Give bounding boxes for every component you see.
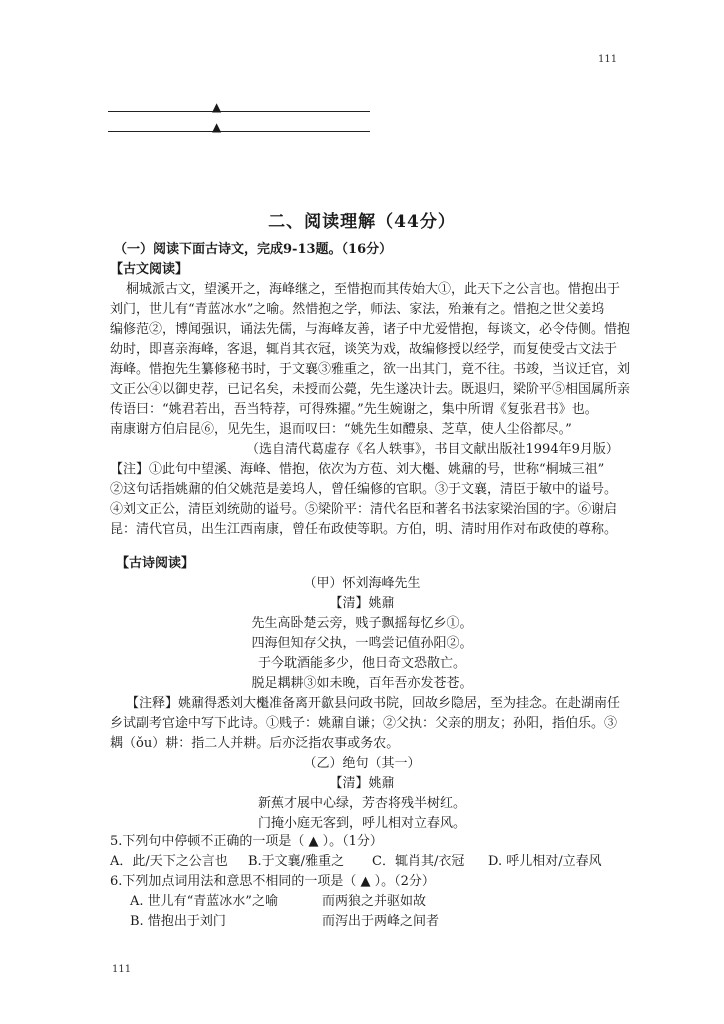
- prose-source: （选自清代葛虚存《名人轶事》，书目文献出版社1994年9月版）: [246, 442, 619, 457]
- poem-line: 四海但知存父执，一鸣尝记值孙阳②。: [251, 636, 473, 651]
- note-line: 昆：清代官员，出生江西南康，曾任布政使等职。方伯，明、清时用作对布政使的尊称。: [110, 522, 618, 537]
- answer-line-2: [108, 131, 370, 132]
- q6-option-a-left: A. 世儿有“青蓝冰水”之喻: [130, 894, 278, 909]
- q5-option-d: D. 呼儿相对/立春风: [488, 854, 602, 869]
- poem-line: 脱足耦耕③如未晚，百年吾亦发苍苍。: [251, 676, 473, 691]
- section-title: 二、阅读理解（44分）: [268, 212, 456, 232]
- poem1-note: 耦（ǒu）耕：指二人并耕。后亦泛指农事或务农。: [110, 736, 400, 751]
- page-number-top: 111: [598, 54, 618, 65]
- poem1-author: 【清】姚鼐: [329, 596, 395, 611]
- prose-line: 编修范②，博闻强识，诵法先儒，与海峰友善，诸子中尤爱惜抱，每谈文，必令侍侧。惜抱: [110, 322, 631, 337]
- poem1-note: 乡试副考官途中写下此诗。①贱子：姚鼐自谦；②父执：父亲的朋友；孙阳，指伯乐。③: [110, 716, 618, 731]
- poem2-author: 【清】姚鼐: [329, 776, 395, 791]
- prose-label: 【古文阅读】: [110, 262, 189, 277]
- poem-label: 【古诗阅读】: [116, 556, 195, 571]
- q6-option-a-right: 而两狼之并驱如故: [322, 894, 427, 909]
- poem-line: 先生高卧楚云旁，贱子飘摇每忆乡①。: [251, 616, 473, 631]
- poem-line: 于今耽酒能多少，他日奇文恐散亡。: [257, 656, 466, 671]
- note-line: ④刘文正公，清臣刘统勋的谥号。⑤梁阶平：清代名臣和著名书法家梁治国的字。⑥谢启: [110, 502, 618, 517]
- prose-line: 幼时，即喜亲海峰，客退，辄肖其衣冠，谈笑为戏，故编修授以经学，而复使受古文法于: [110, 342, 618, 357]
- q6-option-b-right: 而泻出于两峰之间者: [322, 914, 440, 929]
- q6-option-b-left: B. 惜抱出于刘门: [130, 914, 226, 929]
- poem-line: 新蕉才展中心绿，芳杏将残半树红。: [257, 796, 466, 811]
- prose-line: 刘门，世儿有“青蓝冰水”之喻。然惜抱之学，师法、家法，殆兼有之。惜抱之世父姜坞: [110, 302, 605, 317]
- poem1-note: 【注释】姚鼐得悉刘大櫆准备离开歙县问政书院，回故乡隐居，至为挂念。在赴湖南任: [126, 696, 621, 711]
- question-6-stem: 6.下列加点词用法和意思不相同的一项是（ ▲ ）。（2分）: [110, 874, 435, 889]
- poem2-title: （乙）绝句（其一）: [303, 756, 421, 771]
- prose-line: 文正公④以御史荐，已记名矣，未授而公薨，先生遂决计去。既退归，梁阶平⑤相国属所亲: [110, 382, 631, 397]
- q5-option-a: A．此/天下之公言也: [110, 854, 228, 869]
- poem1-title: （甲）怀刘海峰先生: [303, 576, 421, 591]
- prose-line: 海峰。惜抱先生纂修秘书时，于文襄③雅重之，欲一出其门，竟不往。书竣，当议迁官，刘: [110, 362, 631, 377]
- note-line: ②这句话指姚鼐的伯父姚范是姜坞人，曾任编修的官职。③于文襄，清臣于敏中的谥号。: [110, 482, 618, 497]
- page-number-bottom: 111: [112, 964, 132, 975]
- note-line: 【注】①此句中望溪、海峰、惜抱，依次为方苞、刘大櫆、姚鼐的号，世称“桐城三祖”: [110, 462, 605, 477]
- question-5-stem: 5.下列句中停顿不正确的一项是（ ▲ ）。（1分）: [110, 834, 383, 849]
- part1-heading: （一）阅读下面古诗文，完成9-13题。（16分）: [114, 242, 393, 257]
- answer-mark-2: ▲: [212, 120, 222, 134]
- prose-line: 桐城派古文，望溪开之，海峰继之，至惜抱而其传始大①，此天下之公言也。惜抱出于: [126, 282, 621, 297]
- prose-line: 南康谢方伯启昆⑥，见先生，退而叹曰：“姚先生如醴泉、芝草，使人尘俗都尽。”: [110, 422, 572, 437]
- prose-line: 传语曰：“姚君若出，吾当特荐，可得殊擢。”先生婉谢之，集中所谓《复张君书》也。: [110, 402, 598, 417]
- answer-mark-1: ▲: [212, 100, 222, 114]
- q5-option-b: B.于文襄/雅重之: [248, 854, 345, 869]
- poem-line: 门掩小庭无客到，呼儿相对立春风。: [257, 816, 466, 831]
- q5-option-c: C．辄肖其/衣冠: [372, 854, 465, 869]
- answer-line-1: [108, 111, 370, 112]
